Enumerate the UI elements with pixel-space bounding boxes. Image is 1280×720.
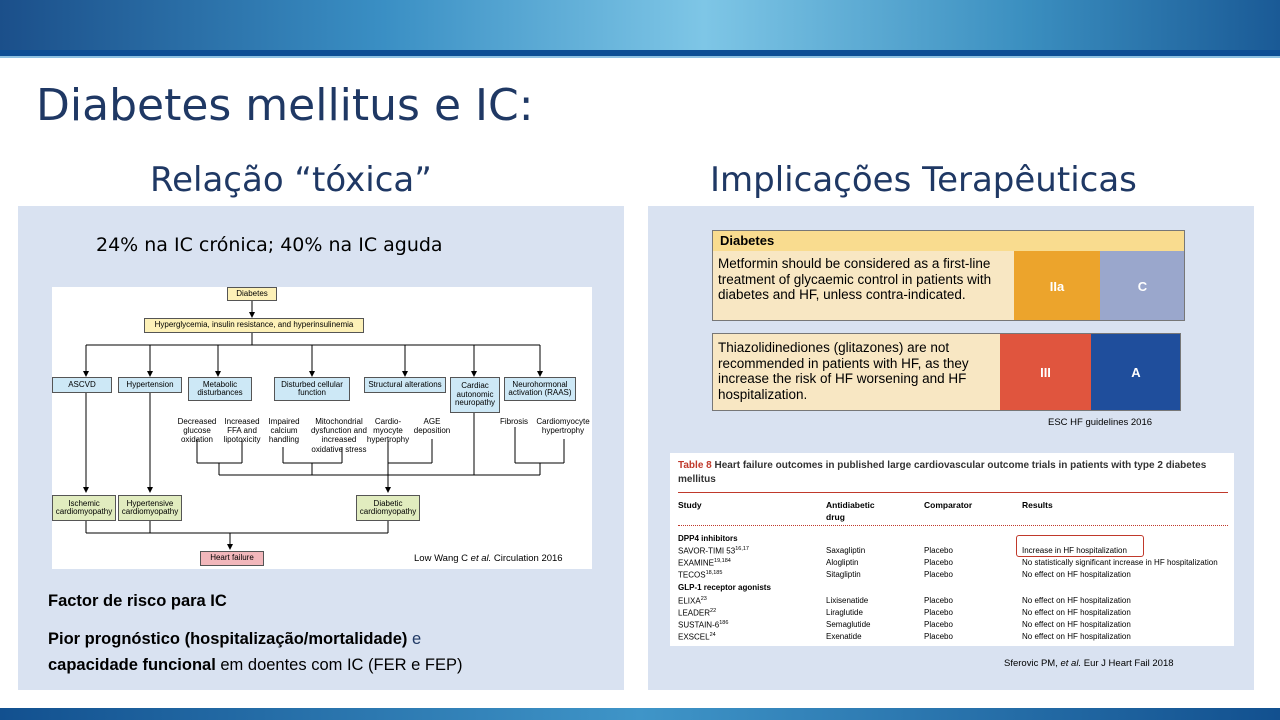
- footer-bar: [0, 708, 1280, 720]
- row-sustain-drug: Semaglutide: [826, 620, 871, 629]
- row-savor-study: SAVOR-TIMI 53$^{16,17}$: [678, 546, 749, 556]
- heart-failure-box: Heart failure: [200, 551, 264, 566]
- structural-box: Structural alterations: [364, 377, 446, 393]
- esc-table-2-border: [712, 333, 1181, 411]
- esc-rec1-class: IIa: [1014, 251, 1100, 321]
- esc-rec2-class: III: [1000, 333, 1091, 411]
- right-subtitle: Implicações Terapêuticas: [710, 160, 1137, 200]
- esc-rec2-text: Thiazolidinediones (glitazones) are not recommended in patients with HF, as they increase the risk of HF worsening and HF hospitalization.: [712, 333, 1000, 411]
- group-glp1: GLP-1 receptor agonists: [678, 583, 771, 592]
- cardiomyocyte-hypertrophy-2-text: Cardiomyocyte hypertrophy: [536, 417, 590, 436]
- capacity-line: capacidade funcional em doentes com IC (FER e FEP): [48, 656, 463, 674]
- diabetes-box: Diabetes: [227, 287, 277, 301]
- diagram-citation: Low Wang C et al. Circulation 2016: [414, 553, 563, 564]
- table-8: [670, 453, 1234, 646]
- hypertensive-cm-box: Hypertensive cardiomyopathy: [118, 495, 182, 521]
- slide-title: Diabetes mellitus e IC:: [36, 80, 534, 131]
- cellular-box: Disturbed cellular function: [274, 377, 350, 401]
- row-examine-study: EXAMINE$^{19,184}$: [678, 558, 731, 568]
- hyperglycemia-box: Hyperglycemia, insulin resistance, and hyperinsulinemia: [144, 318, 364, 333]
- diabetic-cm-box: Diabetic cardiomyopathy: [356, 495, 420, 521]
- table-top-rule: [678, 492, 1228, 493]
- row-sustain-study: SUSTAIN-$6^{186}$: [678, 620, 729, 630]
- row-leader-result: No effect on HF hospitalization: [1022, 608, 1131, 617]
- decreased-glucose-text: Decreased glucose oxidation: [177, 417, 217, 445]
- header-drug: Antidiabetic drug: [826, 500, 875, 522]
- age-deposition-text: AGE deposition: [413, 417, 451, 436]
- row-sustain-comp: Placebo: [924, 620, 953, 629]
- row-savor-drug: Saxagliptin: [826, 546, 866, 555]
- row-leader-drug: Liraglutide: [826, 608, 863, 617]
- esc-rec2-level: A: [1091, 333, 1181, 411]
- esc-rec1-level: C: [1100, 251, 1185, 321]
- cardiomyocyte-hypertrophy-text: Cardio-myocyte hypertrophy: [366, 417, 410, 445]
- row-savor-result: Increase in HF hospitalization: [1022, 546, 1127, 555]
- row-elixa-result: No effect on HF hospitalization: [1022, 596, 1131, 605]
- ascvd-box: ASCVD: [52, 377, 112, 393]
- risk-factor-text: Factor de risco para IC: [48, 592, 227, 610]
- pathophysiology-diagram: [52, 287, 592, 569]
- mitochondrial-text: Mitochondrial dysfunction and increased oxidative stress: [310, 417, 368, 454]
- header-comparator: Comparator: [924, 500, 973, 510]
- table-header-rule: [678, 525, 1228, 526]
- left-subtitle: Relação “tóxica”: [150, 160, 432, 200]
- row-examine-result: No statistically significant increase in HF hospitalization: [1022, 558, 1218, 567]
- header-results: Results: [1022, 500, 1053, 510]
- header-study: Study: [678, 500, 702, 510]
- row-tecos-drug: Sitagliptin: [826, 570, 861, 579]
- header-rule-thin: [0, 56, 1280, 58]
- esc-rec1-text: Metformin should be considered as a first-line treatment of glycaemic control in patients with diabetes and HF, unless contra-indicated.: [712, 251, 1014, 321]
- row-exscel-study: EXSCEL$^{24}$: [678, 632, 716, 642]
- row-exscel-result: No effect on HF hospitalization: [1022, 632, 1131, 641]
- esc-source: ESC HF guidelines 2016: [1048, 417, 1153, 428]
- prevalence-text: 24% na IC crónica; 40% na IC aguda: [96, 234, 443, 256]
- fibrosis-text: Fibrosis: [499, 417, 528, 426]
- row-leader-comp: Placebo: [924, 608, 953, 617]
- ischemic-cm-box: Ischemic cardiomyopathy: [52, 495, 116, 521]
- row-elixa-drug: Lixisenatide: [826, 596, 869, 605]
- increased-ffa-text: Increased FFA and lipotoxicity: [223, 417, 261, 445]
- row-savor-comp: Placebo: [924, 546, 953, 555]
- esc-table-header: Diabetes: [712, 230, 1185, 251]
- table-source: Sferovic PM, et al. Eur J Heart Fail 2018: [1004, 658, 1174, 669]
- hypertension-box: Hypertension: [118, 377, 182, 393]
- row-elixa-comp: Placebo: [924, 596, 953, 605]
- header-banner: [0, 0, 1280, 50]
- row-elixa-study: ELIXA$^{23}$: [678, 596, 707, 606]
- calcium-handling-text: Impaired calcium handling: [268, 417, 300, 445]
- row-sustain-result: No effect on HF hospitalization: [1022, 620, 1131, 629]
- row-exscel-comp: Placebo: [924, 632, 953, 641]
- table-caption: Table 8 Heart failure outcomes in published large cardiovascular outcome trials in patients with type 2 diabetes mellitus: [678, 460, 1207, 485]
- row-tecos-comp: Placebo: [924, 570, 953, 579]
- row-exscel-drug: Exenatide: [826, 632, 862, 641]
- metabolic-box: Metabolic disturbances: [188, 377, 252, 401]
- row-tecos-study: TECOS$^{18,185}$: [678, 570, 723, 580]
- cardiac-neuropathy-box: Cardiac autonomic neuropathy: [450, 377, 500, 413]
- row-leader-study: LEADER$^{22}$: [678, 608, 717, 618]
- esc-table-1-border: [712, 230, 1185, 321]
- row-examine-comp: Placebo: [924, 558, 953, 567]
- group-dpp4: DPP4 inhibitors: [678, 534, 738, 543]
- prognosis-line: Pior prognóstico (hospitalização/mortalidade) e: [48, 630, 422, 648]
- highlight-box: [1016, 535, 1144, 557]
- neurohormonal-box: Neurohormonal activation (RAAS): [504, 377, 576, 401]
- row-tecos-result: No effect on HF hospitalization: [1022, 570, 1131, 579]
- row-examine-drug: Alogliptin: [826, 558, 859, 567]
